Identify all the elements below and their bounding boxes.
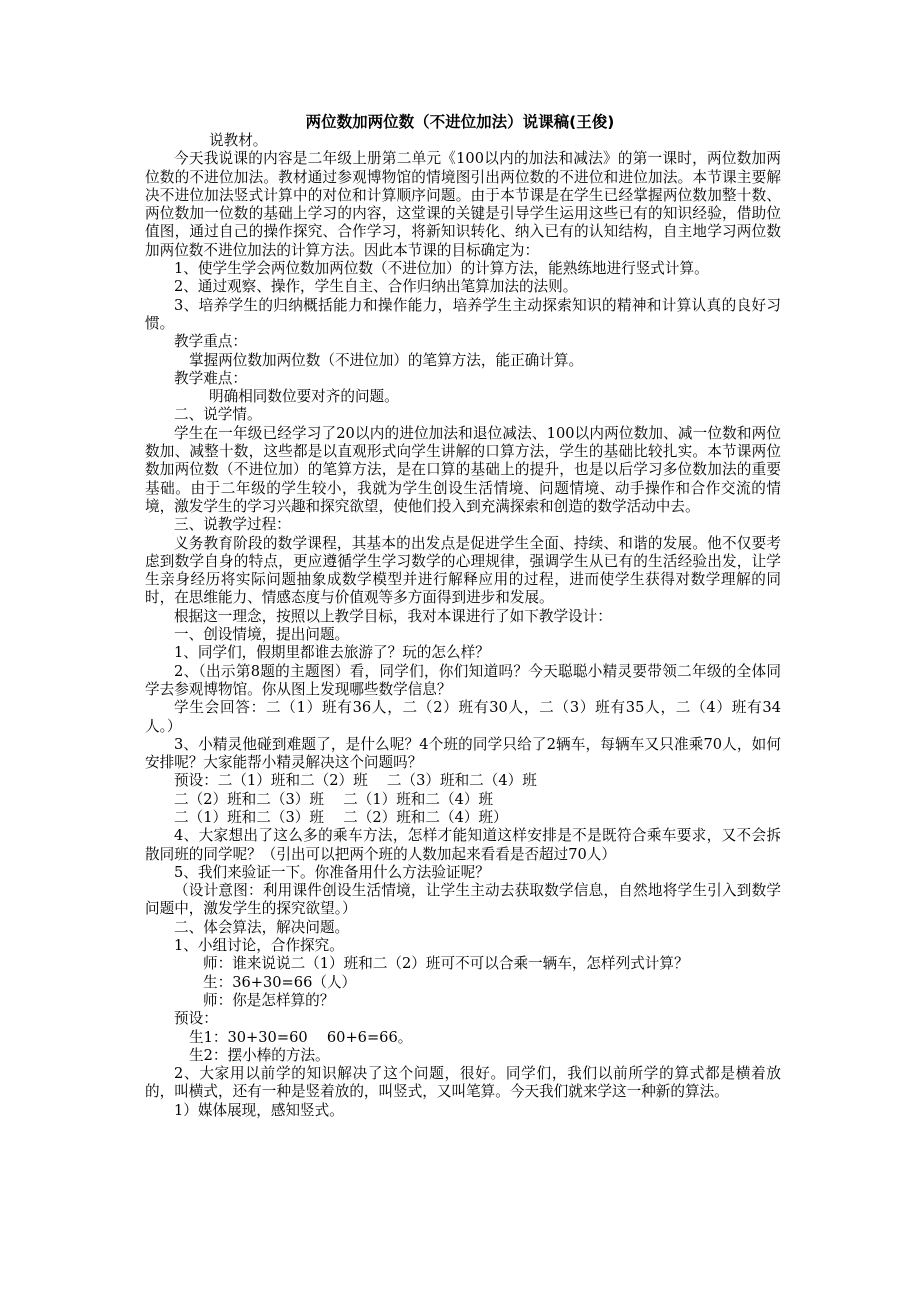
paragraph: 二（2）班和二（3）班 二（1）班和二（4）班 xyxy=(174,790,494,808)
document-title: 两位数加两位数（不进位加法）说课稿(王俊) xyxy=(305,113,615,131)
paragraph: 说教材。 xyxy=(209,132,268,149)
paragraph: 义务教育阶段的数学课程，其基本的出发点是促进学生全面、持续、和谐的发展。他不仅要考虑到数学自身的特点，更应遵循学生学习数学的心理规律，强调学生从已有的生活经验出发，让学生亲身经历将实际问题抽象成数学模型并进行解释应用的过程，进而使学生获得对数学理解的同时，在思维能力、情感态度与价值观等多方面得到进步和发展。 xyxy=(145,534,781,607)
paragraph: 预设：二（1）班和二（2）班 二（3）班和二（4）班 xyxy=(174,772,537,790)
paragraph: 师：谁来说说二（1）班和二（2）班可不可以合乘一辆车，怎样列式计算？ xyxy=(203,955,689,973)
paragraph: 5、我们来验证一下。你准备用什么方法验证呢？ xyxy=(174,863,490,881)
paragraph: 1、使学生学会两位数加两位数（不进位加）的计算方法，能熟练地进行竖式计算。 xyxy=(174,260,709,278)
paragraph: 学生在一年级已经学习了20以内的进位加法和退位减法、100以内两位数加、减一位数和两位数加、减整十数，这些都是以直观形式向学生讲解的口算方法，学生的基础比较扎实。本节课两位数加两位数（不进位加）的笔算方法，是在口算的基础上的提升，也是以后学习多位数加法的重要基础。由于二年级的学生较小，我就为学生创设生活情境、问题情境、动手操作和合作交流的情境，激发学生的学习兴趣和探究欲望，使他们投入到充满探索和创造的数学活动中去。 xyxy=(145,424,781,515)
paragraph: 学生会回答：二（1）班有36人，二（2）班有30人，二（3）班有35人，二（4）班有34人。） xyxy=(145,699,781,735)
paragraph: 预设： xyxy=(174,1010,218,1028)
paragraph: 2、大家用以前学的知识解决了这个问题，很好。同学们，我们以前所学的算式都是横着放的，叫横式，还有一种是竖着放的，叫竖式，又叫笔算。今天我们就来学这一种新的算法。 xyxy=(145,1065,781,1101)
paragraph: 生2：摆小棒的方法。 xyxy=(189,1046,330,1064)
paragraph: 今天我说课的内容是二年级上册第二单元《100以内的加法和减法》的第一课时，两位数加两位数的不进位加法。教材通过参观博物馆的情境图引出两位数的不进位和进位加法。本节课主要解决不进位加法竖式计算中的对位和计算顺序问题。由于本节课是在学生已经掌握两位数加整十数、两位数加一位数的基础上学习的内容，这堂课的关键是引导学生运用这些已有的知识经验，借助位值图，通过自己的操作探究、合作学习，将新知识转化、纳入已有的认知结构，自主地学习两位数加两位数不进位加法的计算方法。因此本节课的目标确定为： xyxy=(145,150,781,259)
paragraph: 2、通过观察、操作，学生自主、合作归纳出笔算加法的法则。 xyxy=(174,278,578,296)
paragraph: 教学难点： xyxy=(174,369,247,387)
paragraph: 二、说学情。 xyxy=(174,406,262,424)
paragraph: 3、小精灵他碰到难题了，是什么呢？4个班的同学只给了2辆车，每辆车又只准乘70人，如何安排呢？大家能帮小精灵解决这个问题吗？ xyxy=(145,735,781,772)
paragraph: 1）媒体展现，感知竖式。 xyxy=(174,1101,344,1119)
paragraph: 生1：30+30=60 60+6=66。 xyxy=(189,1028,413,1046)
paragraph: 2、（出示第8题的主题图）看，同学们，你们知道吗？今天聪聪小精灵要带领二年级的全体同学去参观博物馆。你从图上发现哪些数学信息？ xyxy=(145,662,781,698)
document-body xyxy=(145,132,781,1120)
paragraph: 师：你是怎样算的？ xyxy=(203,991,335,1009)
paragraph: 4、大家想出了这么多的乘车方法，怎样才能知道这样安排是不是既符合乘车要求，又不会拆散同班的同学呢？（引出可以把两个班的人数加起来看看是否超过70人） xyxy=(145,827,781,863)
paragraph: 根据这一理念，按照以上教学目标，我对本课进行了如下教学设计： xyxy=(174,607,612,625)
paragraph: 二、体会算法，解决问题。 xyxy=(174,918,350,936)
paragraph: 掌握两位数加两位数（不进位加）的笔算方法，能正确计算。 xyxy=(189,351,584,369)
paragraph: 一、创设情境，提出问题。 xyxy=(174,626,350,644)
paragraph: 明确相同数位要对齐的问题。 xyxy=(209,388,399,406)
paragraph: 三、说教学过程： xyxy=(174,516,291,534)
paragraph: 生：36+30=66（人） xyxy=(203,973,357,991)
paragraph: 1、小组讨论，合作探究。 xyxy=(174,937,344,955)
paragraph: （设计意图：利用课件创设生活情境，让学生主动去获取数学信息，自然地将学生引入到数学问题中，激发学生的探究欲望。） xyxy=(145,882,781,918)
paragraph: 3、培养学生的归纳概括能力和操作能力，培养学生主动探索知识的精神和计算认真的良好习惯。 xyxy=(145,296,781,332)
paragraph: 教学重点： xyxy=(174,333,247,351)
paragraph: 二（1）班和二（3）班 二（2）班和二（4）班） xyxy=(174,808,508,826)
paragraph: 1、同学们，假期里都谁去旅游了？玩的怎么样？ xyxy=(174,644,490,662)
